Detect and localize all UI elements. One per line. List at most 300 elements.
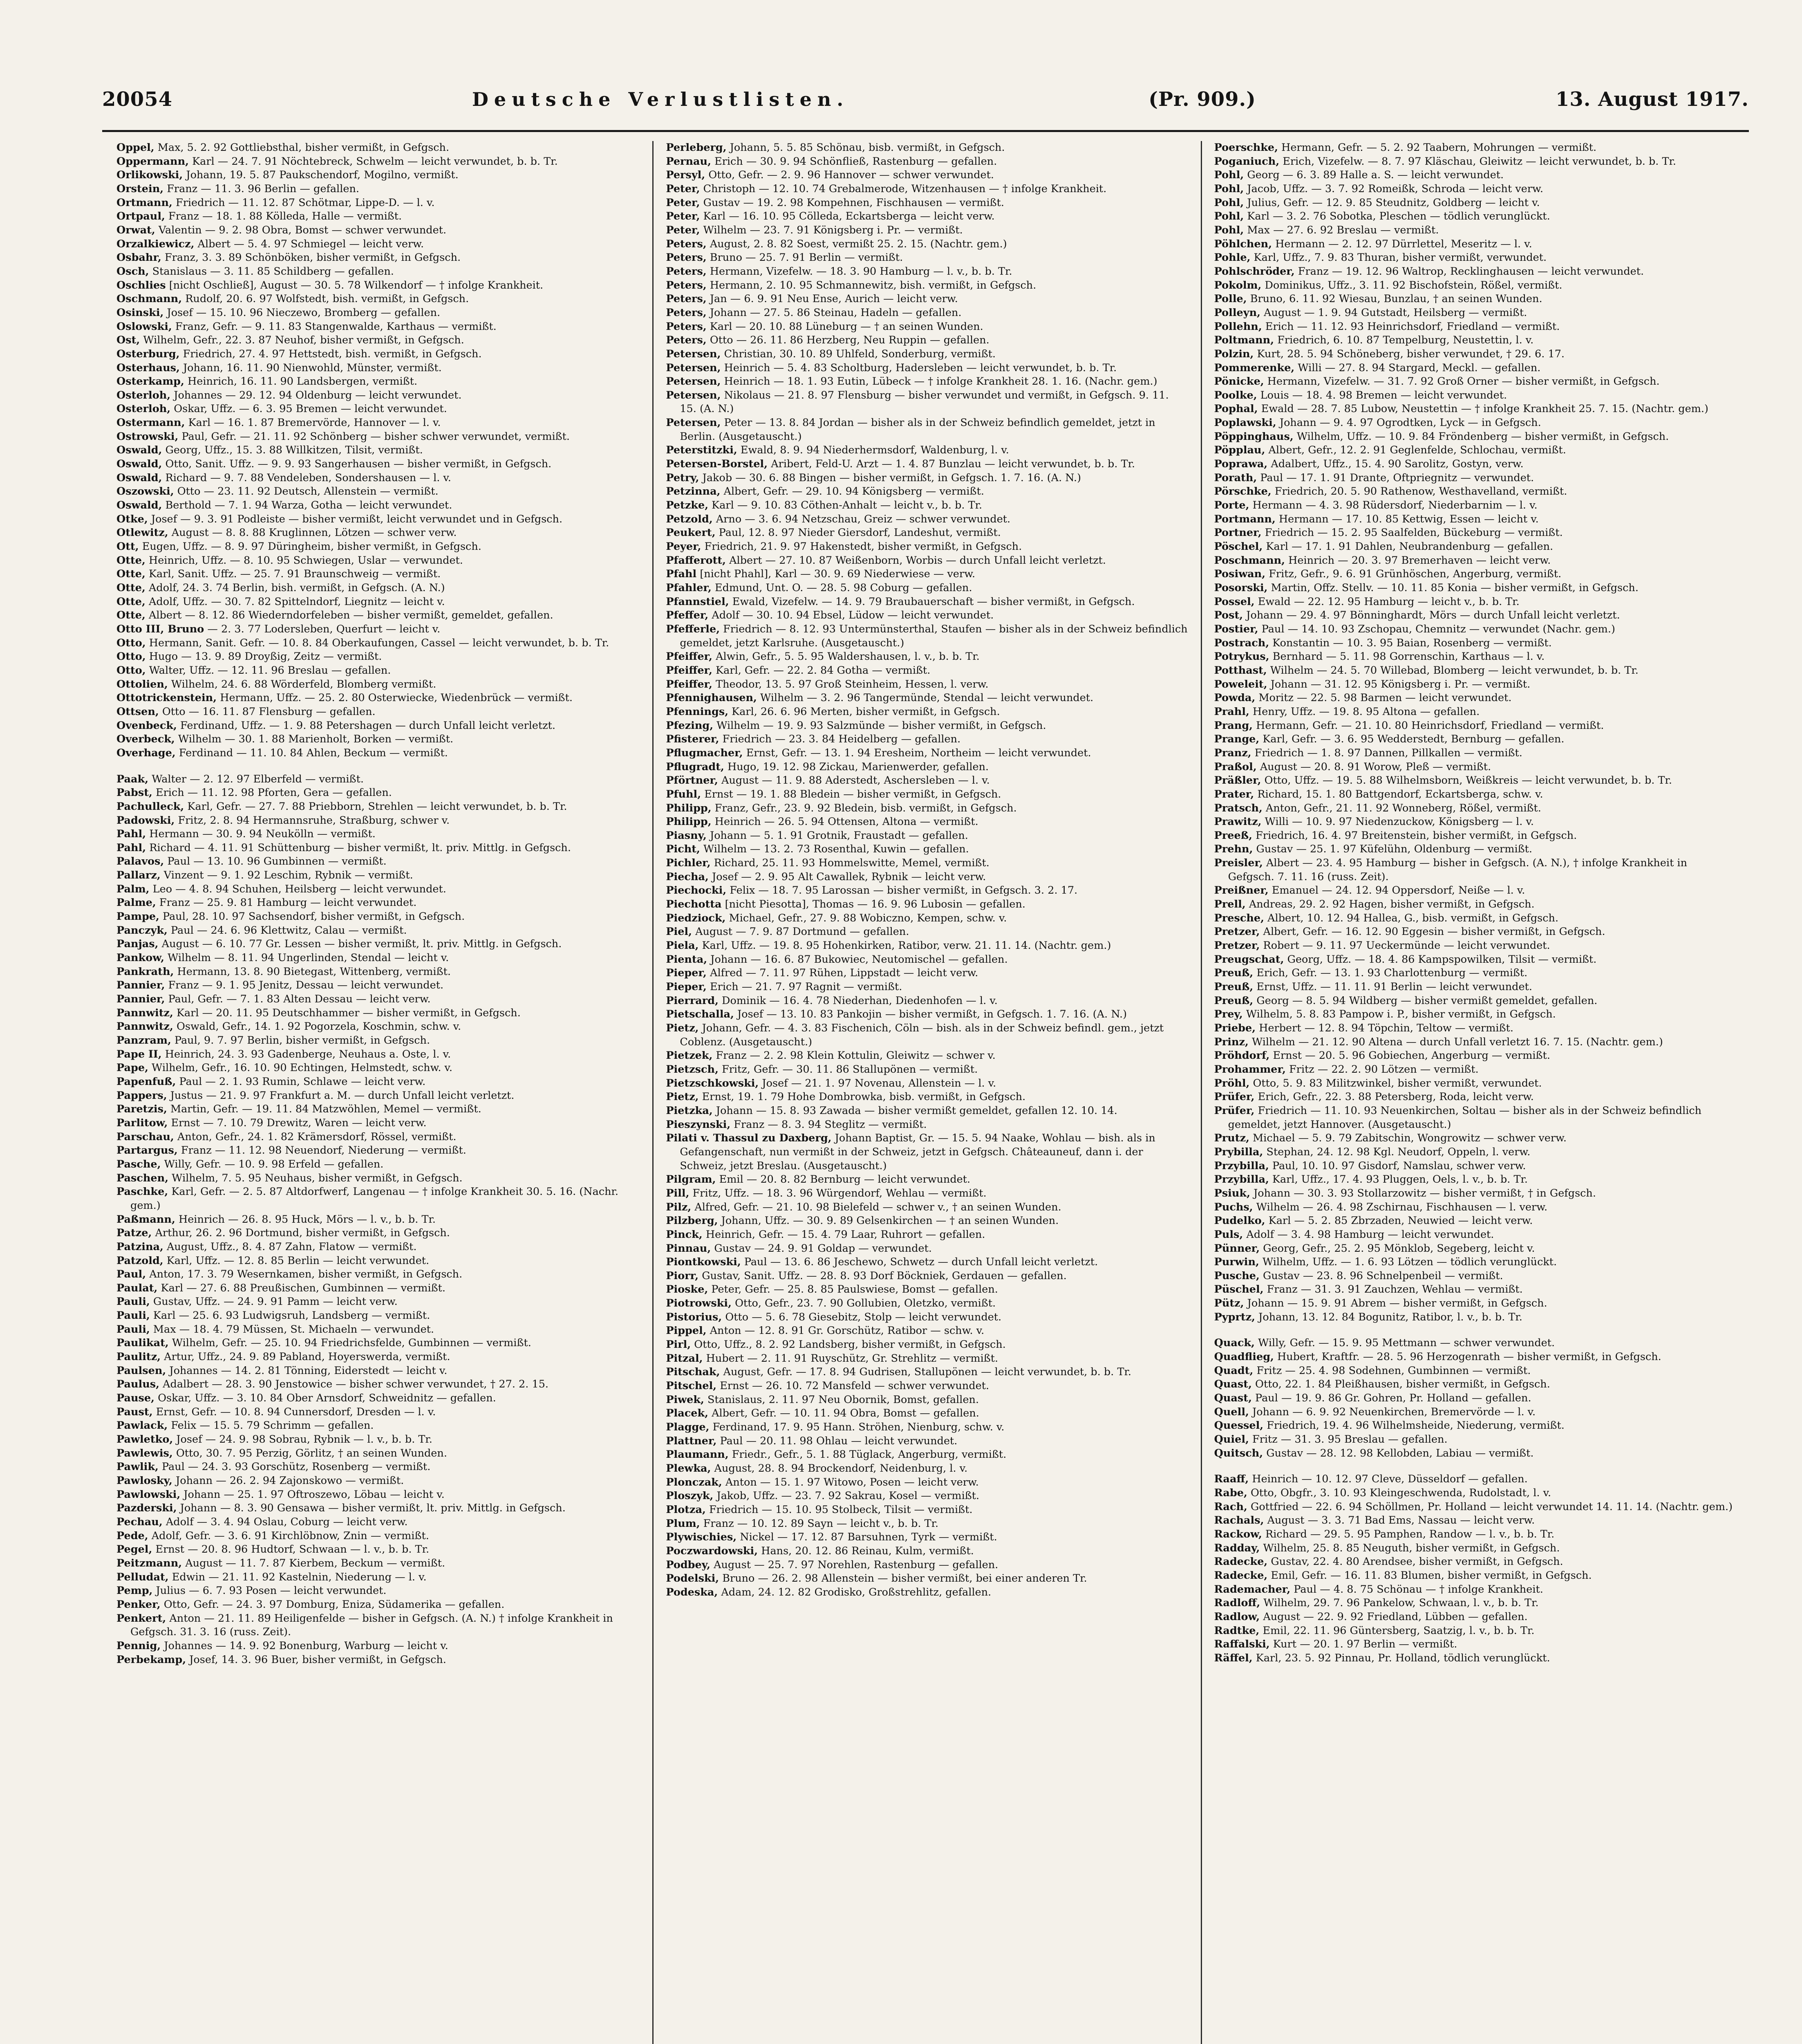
entry-surname: Pawlewis,: [116, 1447, 173, 1459]
entry-surname: Polzin,: [1214, 347, 1254, 360]
entry-surname: Oslowski,: [116, 320, 172, 333]
entry-surname: Paulitz,: [116, 1351, 161, 1363]
entry-surname: Pfeiffer,: [666, 664, 712, 677]
casualty-entry: [1214, 513, 1737, 527]
casualty-entry: [116, 705, 640, 719]
entry-surname: Piotrowski,: [666, 1297, 732, 1310]
entry-details: Karl — 3. 2. 76 Sobotka, Pleschen — tödlich verunglückt.: [1244, 210, 1550, 223]
entry-details: Moritz — 22. 5. 98 Barmen — leicht verwundet.: [1255, 692, 1512, 704]
casualty-entry: [116, 937, 640, 951]
casualty-entry: [116, 924, 640, 938]
casualty-entry: [116, 444, 640, 457]
entry-details: Christoph — 12. 10. 74 Grebalmerode, Witzenhausen — † infolge Krankheit.: [700, 182, 1107, 195]
casualty-entry: [1214, 1008, 1737, 1022]
entry-surname: Petersen-Borstel,: [666, 458, 768, 471]
casualty-entry: [1214, 1638, 1737, 1652]
entry-surname: Piel,: [666, 926, 692, 938]
entry-details: Otto, Obgfr., 3. 10. 93 Kleingeschwenda, Rudolstadt, l. v.: [1247, 1487, 1551, 1499]
entry-details: Fritz, 2. 8. 94 Hermannsruhe, Straßburg, schwer v.: [175, 814, 450, 827]
entry-surname: Peters,: [666, 238, 707, 250]
entry-details: Friedrich, 6. 10. 87 Tempelburg, Neustettin, l. v.: [1274, 334, 1534, 347]
casualty-entry: [116, 430, 640, 444]
casualty-entry: [116, 1405, 640, 1419]
casualty-entry: [116, 1034, 640, 1048]
entry-details: Ernst, 19. 1. 79 Hohe Dombrowka, bisb. vermißt, in Gefgsch.: [698, 1091, 1026, 1103]
entry-surname: Pohl,: [1214, 182, 1244, 195]
casualty-entry: [116, 869, 640, 883]
casualty-entry: [666, 815, 1188, 829]
casualty-entry: [666, 168, 1188, 182]
casualty-entry: [1214, 457, 1737, 471]
entry-surname: Panzram,: [116, 1034, 171, 1047]
entry-surname: Oszowski,: [116, 485, 174, 498]
entry-surname: Quadt,: [1214, 1364, 1254, 1377]
casualty-entry: [1214, 1542, 1737, 1555]
entry-details: Johann — 9. 4. 97 Ogrodtken, Lyck — in Gefgsch.: [1276, 417, 1541, 429]
casualty-entry: [116, 896, 640, 910]
entry-surname: Perleberg,: [666, 141, 727, 154]
casualty-entry: [116, 1433, 640, 1447]
casualty-entry: [666, 1214, 1188, 1228]
entry-surname: Pienta,: [666, 953, 707, 966]
casualty-entry: [1214, 774, 1737, 788]
casualty-entry: [1214, 898, 1737, 912]
entry-details: Wilhelm, 7. 5. 95 Neuhaus, bisher vermißt, in Gefgsch.: [168, 1172, 463, 1184]
casualty-entry: [116, 265, 640, 279]
casualty-entry: [1214, 994, 1737, 1008]
entry-surname: Pernau,: [666, 155, 711, 168]
entry-details: Wilhelm, 5. 8. 83 Pampow i. P., bisher vermißt, in Gefgsch.: [1242, 1008, 1556, 1021]
casualty-entry: [116, 1006, 640, 1020]
entry-surname: Panczyk,: [116, 924, 168, 937]
casualty-entry: [1214, 320, 1737, 334]
casualty-entry: [666, 347, 1188, 361]
entry-details: Johann — 16. 6. 87 Bukowiec, Neutomischel — gefallen.: [707, 953, 1008, 966]
casualty-entry: [1214, 1201, 1737, 1215]
entry-details: Friedrich, 21. 9. 97 Hakenstedt, bisher vermißt, in Gefgsch.: [701, 540, 1022, 553]
entry-details: Ewald — 22. 12. 95 Hamburg — leicht v., b. b. Tr.: [1254, 595, 1520, 608]
casualty-entry: [666, 856, 1188, 870]
casualty-entry: [116, 1254, 640, 1268]
entry-details: Franz — 19. 12. 96 Waltrop, Recklinghausen — leicht verwundet.: [1294, 265, 1644, 278]
casualty-entry: [116, 1378, 640, 1392]
entry-surname: Pinck,: [666, 1228, 703, 1241]
entry-details: August — 8. 8. 88 Kruglinnen, Lötzen — schwer verw.: [168, 527, 457, 539]
entry-surname: Pawlik,: [116, 1461, 159, 1473]
entry-details: Johann Baptist, Gr. — 15. 5. 94 Naake, Wohlau — bish. als in Gefangenschaft, nun vermißt in der Schweiz, jetzt in Gefgsch. Châteauneuf, dann i. der Schweiz, jetzt Breslau. (Ausgetauscht.): [680, 1132, 1155, 1172]
entry-details: Karl, Uffz., 7. 9. 83 Thuran, bisher vermißt, verwundet.: [1250, 251, 1547, 264]
entry-details: Hermann, 2. 10. 95 Schmannewitz, bish. vermißt, in Gefgsch.: [706, 279, 1036, 291]
casualty-entry: [116, 292, 640, 306]
casualty-entry: [116, 800, 640, 814]
entry-details: Stephan, 24. 12. 98 Kgl. Neudorf, Oppeln, l. verw.: [1263, 1145, 1531, 1158]
entry-surname: Pranz,: [1214, 746, 1251, 759]
casualty-entry: [116, 416, 640, 430]
casualty-entry: [1214, 238, 1737, 251]
entry-details: Heinrich — 26. 5. 94 Ottensen, Altona — vermißt.: [711, 816, 978, 828]
casualty-entry: [1214, 334, 1737, 347]
casualty-entry: [1214, 733, 1737, 746]
entry-details: August — 22. 9. 92 Friedland, Lübben — gefallen.: [1260, 1610, 1528, 1623]
entry-surname: Pietzschkowski,: [666, 1077, 759, 1089]
entry-surname: Otto,: [116, 664, 146, 677]
entry-surname: Pfahler,: [666, 582, 712, 594]
casualty-entry: [666, 567, 1188, 581]
casualty-entry: [1214, 1145, 1737, 1159]
entry-details: Wilhelm, 25. 8. 85 Neuguth, bisher vermißt, in Gefgsch.: [1260, 1542, 1560, 1554]
entry-details: Otto — 23. 11. 92 Deutsch, Allenstein — vermißt.: [174, 485, 439, 498]
entry-surname: Portner,: [1214, 527, 1262, 539]
casualty-entry: [116, 1282, 640, 1295]
entry-surname: Piechotta: [666, 898, 722, 911]
entry-details: Johann — 6. 9. 92 Neuenkirchen, Bremervörde — l. v.: [1249, 1405, 1536, 1418]
casualty-entry: [116, 1130, 640, 1144]
entry-details: Erich — 30. 9. 94 Schönfließ, Rastenburg — gefallen.: [711, 155, 997, 168]
entry-details: Karl, Uffz. — 12. 8. 85 Berlin — leicht verwundet.: [163, 1254, 430, 1267]
casualty-entry: [116, 883, 640, 896]
entry-details: Hermann, Sanit. Gefr. — 10. 8. 84 Oberkaufungen, Cassel — leicht verwundet, b. b. Tr.: [146, 637, 609, 649]
entry-details: Adolf — 30. 10. 94 Ebsel, Lüdow — leicht verwundet.: [708, 609, 994, 622]
entry-details: Theodor, 13. 5. 97 Groß Steinheim, Hessen, l. verw.: [712, 678, 989, 690]
entry-surname: Petzold,: [666, 513, 713, 525]
entry-details: Eugen, Uffz. — 8. 9. 97 Düringheim, bisher vermißt, in Gefgsch.: [139, 540, 481, 553]
entry-surname: Piecha,: [666, 870, 709, 883]
entry-surname: Pietzek,: [666, 1049, 713, 1062]
entry-surname: Peters,: [666, 306, 707, 319]
entry-details: Vinzent — 9. 1. 92 Leschim, Rybnik — vermißt.: [160, 869, 413, 882]
casualty-entry: [1214, 912, 1737, 926]
entry-details: Jan — 6. 9. 91 Neu Ense, Aurich — leicht verw.: [706, 293, 958, 305]
entry-details: Alfred, Gefr. — 21. 10. 98 Bielefeld — schwer v., † an seinen Wunden.: [691, 1201, 1061, 1213]
casualty-list-columns: [104, 141, 1749, 2044]
entry-surname: Raaff,: [1214, 1473, 1249, 1486]
entry-details: Anton — 21. 11. 89 Heiligenfelde — bisher in Gefgsch. (A. N.) † infolge Krankheit in Gefgsch. 31. 3. 16 (russ. Zeit).: [130, 1612, 613, 1638]
casualty-entry: [666, 1132, 1188, 1173]
entry-surname: Pilati v. Thassul zu Daxberg,: [666, 1132, 832, 1145]
entry-surname: Palavos,: [116, 855, 164, 868]
entry-surname: Pfisterer,: [666, 733, 719, 746]
casualty-entry: [116, 1474, 640, 1488]
entry-details: Emil, 22. 11. 96 Güntersberg, Saatzig, l. v., b. b. Tr.: [1259, 1624, 1535, 1637]
entry-surname: Oswald,: [116, 499, 162, 512]
entry-surname: Prüfer,: [1214, 1104, 1255, 1117]
entry-details: Felix — 15. 5. 79 Schrimm — gefallen.: [168, 1419, 374, 1432]
casualty-entry: [1214, 168, 1737, 182]
entry-details: Gottfried — 22. 6. 94 Schöllmen, Pr. Holland — leicht verwundet 14. 11. 14. (Nachtr. gem.): [1247, 1500, 1733, 1513]
entry-details: Richard — 4. 11. 91 Schüttenburg — bisher vermißt, lt. priv. Mittlg. in Gefgsch.: [146, 841, 571, 854]
entry-details: Hermann, Uffz. — 25. 2. 80 Osterwiecke, Wiedenbrück — vermißt.: [217, 692, 573, 704]
entry-details: Albert, 10. 12. 94 Hallea, G., bisb. vermißt, in Gefgsch.: [1264, 912, 1559, 924]
entry-surname: Pohlschröder,: [1214, 265, 1295, 278]
entry-surname: Pörschke,: [1214, 485, 1271, 498]
entry-surname: Pazderski,: [116, 1502, 177, 1515]
casualty-entry: [116, 965, 640, 979]
casualty-entry: [1214, 1104, 1737, 1132]
entry-details: Franz — 10. 12. 89 Sayn — leicht v., b. b. Tr.: [700, 1517, 939, 1530]
entry-surname: Pause,: [116, 1392, 155, 1405]
entry-details: Johann — 5. 1. 91 Grotnik, Fraustadt — gefallen.: [706, 829, 968, 842]
casualty-entry: [1214, 1472, 1737, 1486]
entry-details: Alwin, Gefr., 5. 5. 95 Waldershausen, l. v., b. b. Tr.: [712, 650, 980, 663]
casualty-entry: [666, 457, 1188, 471]
entry-details: Hubert — 2. 11. 91 Ruyschütz, Gr. Strehlitz — vermißt.: [703, 1352, 998, 1365]
entry-surname: Rach,: [1214, 1500, 1247, 1513]
entry-surname: Püschel,: [1214, 1283, 1264, 1296]
casualty-entry: [116, 1089, 640, 1103]
entry-surname: Petersen,: [666, 375, 721, 388]
entry-surname: Pyprtz,: [1214, 1311, 1256, 1323]
entry-details: Friedrich, 19. 4. 96 Wilhelmsheide, Niederung, vermißt.: [1263, 1419, 1565, 1432]
casualty-entry: [1214, 1063, 1737, 1077]
entry-details: Gustav — 25. 1. 97 Küfelühn, Oldenburg — vermißt.: [1253, 843, 1533, 856]
casualty-entry: [1214, 1405, 1737, 1419]
entry-surname: Pöpplau,: [1214, 444, 1265, 457]
entry-surname: Pommerenke,: [1214, 361, 1295, 374]
entry-surname: Powda,: [1214, 692, 1256, 704]
entry-details: Dominikus, Uffz., 3. 11. 92 Bischofstein, Rößel, vermißt.: [1261, 279, 1562, 291]
casualty-entry: [1214, 375, 1737, 389]
entry-surname: Pappers,: [116, 1089, 167, 1102]
casualty-entry: [116, 389, 640, 403]
casualty-entry: [666, 953, 1188, 967]
casualty-entry: [1214, 637, 1737, 650]
entry-details: Wilhelm, 24. 6. 88 Wörderfeld, Blomberg vermißt.: [168, 678, 437, 690]
entry-details: Bruno, 6. 11. 92 Wiesau, Bunzlau, † an seinen Wunden.: [1247, 293, 1542, 305]
entry-details: Adolf, 24. 3. 74 Berlin, bish. vermißt, in Gefgsch. (A. N.): [145, 582, 445, 594]
casualty-entry: [1214, 1419, 1737, 1433]
casualty-entry: [666, 196, 1188, 210]
entry-details: Josef — 24. 9. 98 Sobrau, Rybnik — l. v., b. b. Tr.: [173, 1433, 432, 1446]
casualty-entry: [666, 292, 1188, 306]
entry-details: Albert, Gefr. — 10. 11. 94 Obra, Bomst — gefallen.: [708, 1407, 979, 1420]
entry-surname: Penkert,: [116, 1612, 166, 1625]
entry-surname: Paul,: [116, 1268, 146, 1281]
entry-details: Julius, Gefr. — 12. 9. 85 Steudnitz, Goldberg — leicht v.: [1244, 196, 1540, 209]
entry-surname: Pfafferott,: [666, 554, 726, 567]
casualty-entry: [666, 334, 1188, 347]
casualty-entry: [1214, 1610, 1737, 1624]
casualty-entry: [1214, 1624, 1737, 1638]
entry-details: Ernst, Gefr. — 13. 1. 94 Eresheim, Northeim — leicht verwundet.: [743, 746, 1091, 759]
entry-surname: Ost,: [116, 334, 140, 347]
entry-surname: Osch,: [116, 265, 149, 278]
entry-details: Willi — 27. 8. 94 Stargard, Meckl. — gefallen.: [1294, 361, 1541, 374]
entry-surname: Petersen,: [666, 417, 721, 429]
entry-surname: Plagge,: [666, 1421, 710, 1434]
entry-surname: Prehn,: [1214, 843, 1253, 856]
entry-surname: Otte,: [116, 582, 146, 594]
casualty-entry: [666, 471, 1188, 485]
entry-surname: Pfezing,: [666, 719, 714, 732]
entry-surname: Otte,: [116, 595, 146, 608]
entry-surname: Paust,: [116, 1405, 153, 1418]
entry-details: Robert — 9. 11. 97 Ueckermünde — leicht verwundet.: [1260, 939, 1550, 952]
casualty-entry: [1214, 1173, 1737, 1187]
entry-details: Erich — 11. 12. 93 Heinrichsdorf, Friedland — vermißt.: [1262, 320, 1560, 333]
entry-details: Paul, 10. 10. 97 Gisdorf, Namslau, schwer verw.: [1269, 1159, 1526, 1172]
entry-surname: Pitschak,: [666, 1366, 720, 1378]
casualty-entry: [116, 1419, 640, 1433]
entry-details: Wilhelm, Gefr., 16. 10. 90 Echtingen, Helmstedt, schw. v.: [148, 1062, 453, 1074]
entry-details: Adalbert — 28. 3. 90 Jenstowice — bisher schwer verwundet, † 27. 2. 15.: [159, 1378, 549, 1391]
casualty-entry: [116, 678, 640, 692]
entry-details: Gustav — 19. 2. 98 Kompehnen, Fischhausen — vermißt.: [700, 196, 1005, 209]
entry-surname: Psiuk,: [1214, 1187, 1250, 1199]
entry-surname: Pieper,: [666, 967, 707, 979]
casualty-entry: [666, 1049, 1188, 1063]
entry-surname: Pietschalla,: [666, 1008, 734, 1021]
entry-details: August — 7. 9. 87 Dortmund — gefallen.: [692, 926, 909, 938]
entry-surname: Pöppinghaus,: [1214, 430, 1294, 443]
entry-surname: Pemp,: [116, 1585, 153, 1597]
entry-details: [nicht Oschließ], August — 30. 5. 78 Wilkendorf — † infolge Krankheit.: [166, 279, 544, 291]
entry-details: Adolf — 3. 4. 98 Hamburg — leicht verwundet.: [1243, 1228, 1494, 1241]
entry-details: Karl — 17. 1. 91 Dahlen, Neubrandenburg — gefallen.: [1263, 540, 1554, 553]
entry-details: Berthold — 7. 1. 94 Warza, Gotha — leicht verwundet.: [162, 499, 452, 512]
entry-surname: Preuß,: [1214, 994, 1254, 1007]
entry-details: Otto, Gefr. — 24. 3. 97 Domburg, Eniza, Südamerika — gefallen.: [160, 1598, 505, 1611]
entry-details: August — 11. 9. 88 Aderstedt, Aschersleben — l. v.: [718, 774, 990, 787]
entry-details: Paul, 28. 10. 97 Sachsendorf, bisher vermißt, in Gefgsch.: [159, 910, 465, 923]
entry-details: Hermann — 2. 12. 97 Dürrlettel, Meseritz — l. v.: [1272, 238, 1532, 250]
casualty-entry: [666, 1503, 1188, 1517]
entry-details: Josef — 15. 10. 96 Nieczewo, Bromberg — gefallen.: [163, 306, 441, 319]
casualty-entry: [666, 251, 1188, 265]
entry-surname: Pirl,: [666, 1338, 691, 1351]
entry-surname: Paretzis,: [116, 1103, 167, 1116]
entry-surname: Paschen,: [116, 1172, 169, 1184]
entry-surname: Pahl,: [116, 841, 146, 854]
entry-surname: Pütz,: [1214, 1297, 1244, 1310]
casualty-entry: [1214, 251, 1737, 265]
entry-details: Friedrich — 15. 2. 95 Saalfelden, Bückeburg — vermißt.: [1261, 527, 1563, 539]
entry-surname: Palme,: [116, 896, 156, 909]
casualty-entry: [666, 1434, 1188, 1448]
entry-surname: Pfeffer,: [666, 609, 709, 622]
casualty-entry: [116, 347, 640, 361]
entry-surname: Pfannstiel,: [666, 595, 729, 608]
entry-surname: Pfefferle,: [666, 623, 720, 635]
entry-details: Friedrich, 27. 4. 97 Hettstedt, bish. vermißt, in Gefgsch.: [179, 347, 482, 360]
entry-surname: Poweleit,: [1214, 678, 1267, 690]
casualty-entry: [1214, 540, 1737, 554]
entry-surname: Ottsen,: [116, 705, 159, 718]
casualty-entry: [666, 444, 1188, 457]
entry-details: Erich, Vizefelw. — 8. 7. 97 Kläschau, Gleiwitz — leicht verwundet, b. b. Tr.: [1279, 155, 1677, 168]
entry-surname: Porte,: [1214, 499, 1249, 512]
casualty-entry: [1214, 1336, 1737, 1350]
entry-surname: Pröhdorf,: [1214, 1049, 1270, 1062]
entry-details: August — 11. 7. 87 Kierbem, Beckum — vermißt.: [182, 1557, 445, 1569]
entry-details: Leo — 4. 8. 94 Schuhen, Heilsberg — leicht verwundet.: [149, 883, 446, 895]
casualty-entry: [116, 540, 640, 554]
entry-surname: Pioske,: [666, 1283, 708, 1296]
entry-surname: Ortpaul,: [116, 210, 165, 223]
entry-details: Ernst — 7. 10. 79 Drewitz, Waren — leicht verw.: [168, 1116, 427, 1129]
casualty-entry: [1214, 155, 1737, 169]
entry-details: Paul — 4. 8. 75 Schönau — † infolge Krankheit.: [1290, 1583, 1543, 1596]
entry-surname: Porath,: [1214, 471, 1257, 484]
entry-surname: Prang,: [1214, 719, 1253, 732]
entry-surname: Plonczak,: [666, 1476, 722, 1488]
entry-details: Franz — 9. 1. 95 Jenitz, Dessau — leicht verwundet.: [165, 979, 444, 992]
entry-surname: Posorski,: [1214, 582, 1268, 594]
casualty-entry: [1214, 471, 1737, 485]
entry-details: Karl — 9. 10. 83 Cöthen-Anhalt — leicht v., b. b. Tr.: [708, 499, 983, 512]
entry-details: Paul — 17. 1. 91 Drante, Oftpriegnitz — verwundet.: [1257, 471, 1534, 484]
entry-surname: Polle,: [1214, 293, 1247, 305]
casualty-entry: [1214, 1486, 1737, 1500]
casualty-entry: [116, 1571, 640, 1585]
entry-details: Rudolf, 20. 6. 97 Wolfstedt, bish. vermißt, in Gefgsch.: [182, 293, 469, 305]
entry-surname: Pegel,: [116, 1543, 152, 1556]
casualty-entry: [116, 650, 640, 664]
casualty-entry: [116, 182, 640, 196]
entry-details: Ferdinand — 11. 10. 84 Ahlen, Beckum — vermißt.: [175, 746, 448, 759]
entry-surname: Pankrath,: [116, 965, 174, 978]
casualty-entry: [666, 939, 1188, 953]
casualty-entry: [1214, 1528, 1737, 1542]
entry-details: Martin, Gefr. — 19. 11. 84 Matzwöhlen, Memel — vermißt.: [167, 1103, 481, 1116]
entry-details: Franz — 11. 3. 96 Berlin — gefallen.: [163, 182, 359, 195]
entry-details: Karl, Gefr. — 22. 2. 84 Gotha — vermißt.: [712, 664, 931, 677]
casualty-entry: [116, 855, 640, 869]
casualty-entry: [116, 1336, 640, 1350]
entry-surname: Peters,: [666, 334, 707, 347]
entry-surname: Raffalski,: [1214, 1638, 1270, 1651]
entry-details: Paul — 19. 9. 86 Gr. Gohren, Pr. Holland — gefallen.: [1251, 1392, 1531, 1405]
casualty-entry: [116, 1020, 640, 1034]
entry-surname: Pilz,: [666, 1201, 692, 1213]
entry-details: [nicht Phahl], Karl — 30. 9. 69 Niederwiese — verw.: [696, 568, 976, 580]
casualty-entry: [1214, 402, 1737, 416]
entry-details: Hubert, Kraftfr. — 28. 5. 96 Herzogenrath — bisher vermißt, in Gefgsch.: [1274, 1351, 1661, 1363]
casualty-entry: [666, 182, 1188, 196]
casualty-entry: [666, 265, 1188, 279]
column-3: [1201, 141, 1749, 2044]
section-gap: [1214, 1460, 1737, 1472]
entry-surname: Peter,: [666, 224, 700, 236]
casualty-entry: [116, 1447, 640, 1461]
entry-details: Heinrich, Uffz. — 8. 10. 95 Schwiegen, Uslar — verwundet.: [145, 554, 463, 567]
casualty-entry: [666, 1393, 1188, 1407]
entry-surname: Präßler,: [1214, 774, 1261, 787]
casualty-entry: [1214, 1652, 1737, 1665]
casualty-entry: [116, 1172, 640, 1186]
casualty-entry: [666, 238, 1188, 251]
entry-surname: Pauli,: [116, 1309, 150, 1322]
entry-details: Wilhelm — 3. 2. 96 Tangermünde, Stendal — leicht verwundet.: [757, 692, 1094, 704]
entry-surname: Otke,: [116, 513, 148, 525]
entry-details: Arno — 3. 6. 94 Netzschau, Greiz — schwer verwundet.: [712, 513, 1011, 525]
entry-details: Hermann, Vizefelw. — 18. 3. 90 Hamburg — l. v., b. b. Tr.: [706, 265, 1012, 278]
entry-details: Heinrich — 18. 1. 93 Eutin, Lübeck — † infolge Krankheit 28. 1. 16. (Nachr. gem.): [721, 375, 1157, 388]
casualty-entry: [116, 1185, 640, 1213]
entry-details: Wilhelm — 23. 7. 91 Königsberg i. Pr. — vermißt.: [700, 224, 963, 236]
entry-details: Friedrich, 20. 5. 90 Rathenow, Westhavelland, vermißt.: [1271, 485, 1567, 498]
entry-details: Josef — 21. 1. 97 Novenau, Allenstein — l. v.: [759, 1077, 996, 1089]
casualty-entry: [1214, 939, 1737, 953]
entry-surname: Ploszyk,: [666, 1490, 714, 1502]
casualty-entry: [666, 746, 1188, 760]
casualty-entry: [116, 1048, 640, 1062]
entry-surname: Parlitow,: [116, 1116, 168, 1129]
casualty-entry: [666, 1407, 1188, 1421]
casualty-entry: [666, 1297, 1188, 1311]
entry-details: Josef — 13. 10. 83 Pankojin — bisher vermißt, in Gefgsch. 1. 7. 16. (A. N.): [734, 1008, 1127, 1021]
entry-surname: Pippel,: [666, 1325, 707, 1337]
casualty-entry: [1214, 1364, 1737, 1378]
